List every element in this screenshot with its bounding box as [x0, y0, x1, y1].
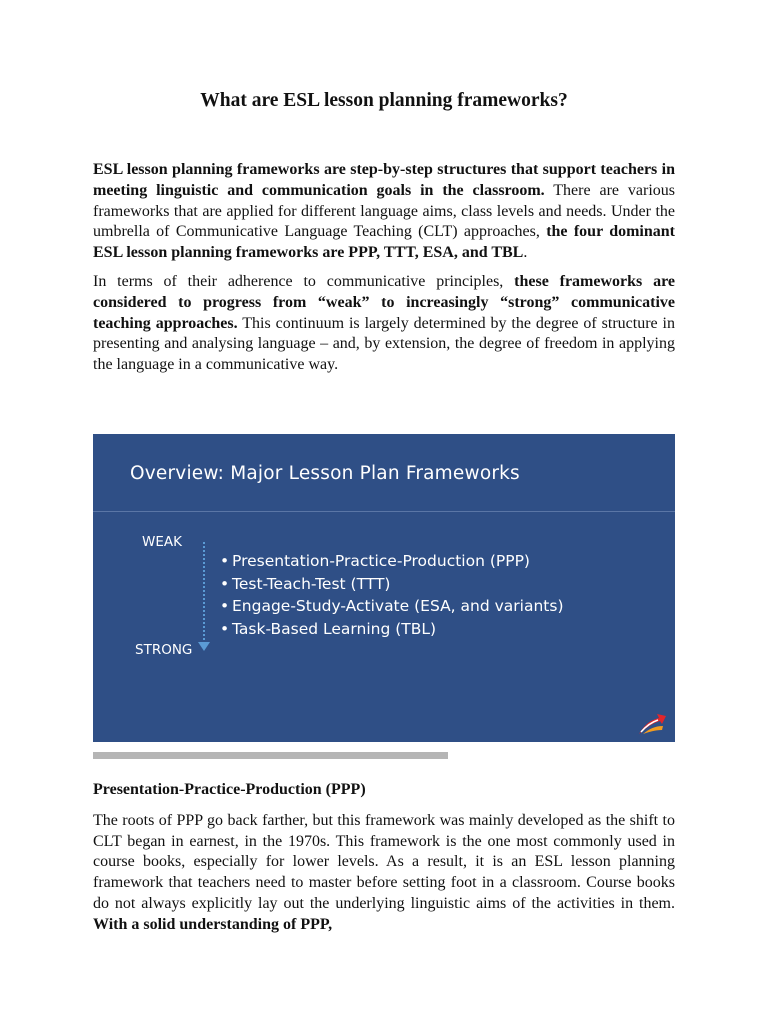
continuum-text-start: In terms of their adherence to communicative principles,	[93, 272, 515, 290]
continuum-paragraph	[93, 272, 675, 376]
bullet-icon: •	[220, 574, 230, 593]
intro-text-end: .	[523, 244, 528, 262]
framework-list-item: • Task-Based Learning (TBL)	[220, 618, 564, 641]
arrow-down-icon	[198, 642, 210, 651]
swoosh-logo-icon	[637, 710, 667, 736]
ppp-bold-end: With a solid understanding of PPP,	[93, 915, 333, 933]
continuum-arrow-line	[203, 542, 205, 644]
intro-text-middle: There are various frameworks that are applied for different language aims, class levels and needs. Under the umbrella of Communicative Language Teaching (CLT) approaches,	[93, 181, 675, 241]
framework-list-item: • Presentation-Practice-Production (PPP)	[220, 550, 564, 573]
slide-strong-label: STRONG	[135, 642, 193, 658]
intro-bold-frameworks: the four dominant ESL lesson planning frameworks are PPP, TTT, ESA, and TBL	[93, 223, 675, 262]
bullet-icon: •	[220, 552, 230, 570]
slide-divider-bar	[93, 752, 448, 759]
intro-paragraph	[93, 160, 675, 264]
framework-list	[220, 550, 564, 640]
ppp-section-heading: Presentation-Practice-Production (PPP)	[93, 781, 366, 798]
continuum-bold-middle: these frameworks are considered to progress from “weak” to increasingly “strong” communicative teaching approaches.	[93, 272, 676, 332]
bullet-icon: •	[220, 619, 230, 638]
document-page	[93, 0, 675, 376]
slide-title: Overview: Major Lesson Plan Frameworks	[93, 450, 675, 512]
ppp-section	[93, 780, 675, 936]
slide-weak-label: WEAK	[142, 534, 182, 550]
framework-list-item: • Engage-Study-Activate (ESA, and variants)	[220, 595, 564, 618]
continuum-text-end: This continuum is largely determined by the degree of structure in presenting and analysing language – and, by extension, the degree of freedom in applying the language in a communicative way.	[93, 314, 676, 374]
intro-bold-definition: ESL lesson planning frameworks are step-by-step structures that support teachers in meeting linguistic and communication goals in the classroom.	[93, 161, 675, 199]
ppp-text: The roots of PPP go back farther, but this framework was mainly developed as the shift to CLT began in earnest, in the 1970s. This framework is the one most commonly used in course books, especially for lower levels. As a result, it is an ESL lesson planning framework that teachers need to master before setting foot in a classroom. Course books do not always explicitly lay out the underlying linguistic aims of the activities in them.	[93, 811, 675, 912]
bullet-icon: •	[220, 597, 230, 615]
document-title: What are ESL lesson planning frameworks?	[200, 90, 568, 111]
ppp-paragraph	[93, 811, 675, 936]
framework-list-item: • Test-Teach-Test (TTT)	[220, 573, 564, 596]
overview-slide-image	[93, 434, 675, 742]
